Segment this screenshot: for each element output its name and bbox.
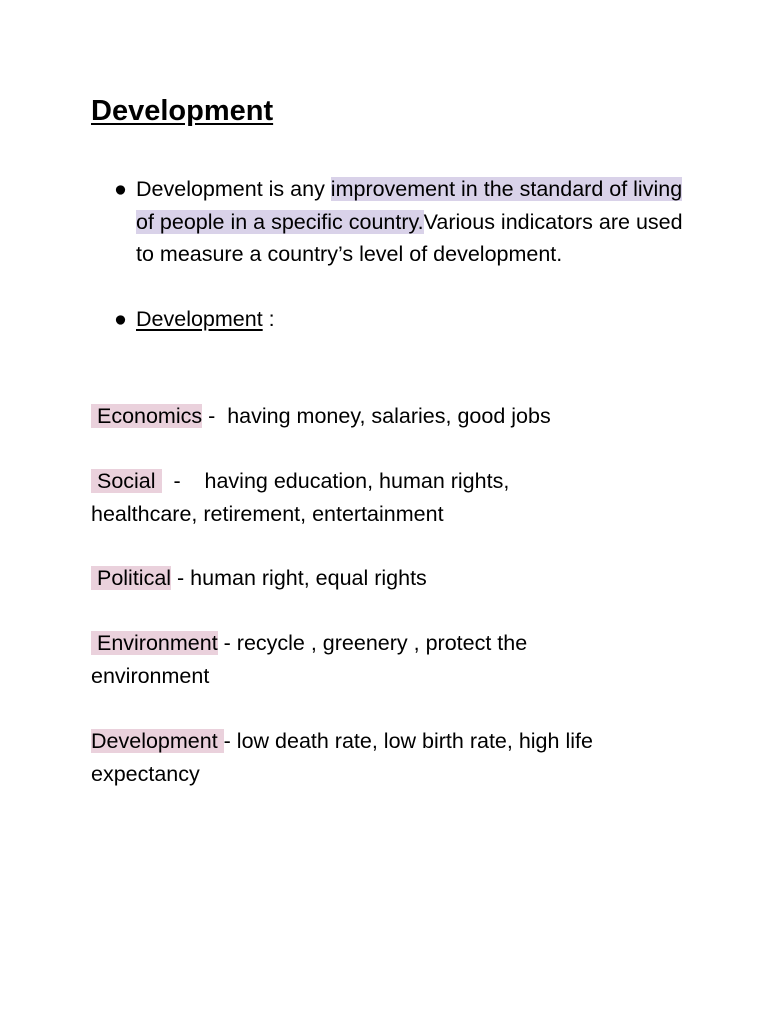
- definition-social: [91, 465, 571, 530]
- list-item: [114, 173, 696, 271]
- definition-economics: [91, 400, 691, 433]
- term-description: - recycle , greenery , protect the environment: [91, 631, 528, 688]
- list-item: [114, 303, 696, 336]
- definition-development: [91, 725, 656, 790]
- term-label: Economics: [91, 404, 203, 428]
- page-title: Development: [91, 95, 274, 127]
- definition-text-continued: Various indicators are used to measure a country’s level of development.: [136, 209, 683, 266]
- section-heading: Development: [136, 307, 263, 331]
- term-description: - having education, human rights, healthcare, retirement, entertainment: [91, 469, 516, 526]
- term-description: - low death rate, low birth rate, high life expectancy: [91, 729, 593, 786]
- definition-environment: [91, 627, 601, 692]
- term-label: Development: [91, 729, 224, 753]
- definition-political: [91, 562, 691, 595]
- definition-text-plain: Development is any: [136, 177, 331, 201]
- term-label: Environment: [91, 631, 218, 655]
- term-label: Social: [91, 469, 162, 493]
- bullet-list: [114, 173, 696, 336]
- bullet-icon: ●: [114, 177, 127, 201]
- highlighted-phrase: improvement in the standard of living of people in a specific country.: [136, 177, 683, 234]
- section-heading-colon: :: [262, 307, 275, 331]
- bullet-icon: ●: [114, 307, 127, 331]
- term-description: - having money, salaries, good jobs: [202, 404, 551, 428]
- term-label: Political: [91, 566, 172, 590]
- term-description: - human right, equal rights: [171, 566, 427, 590]
